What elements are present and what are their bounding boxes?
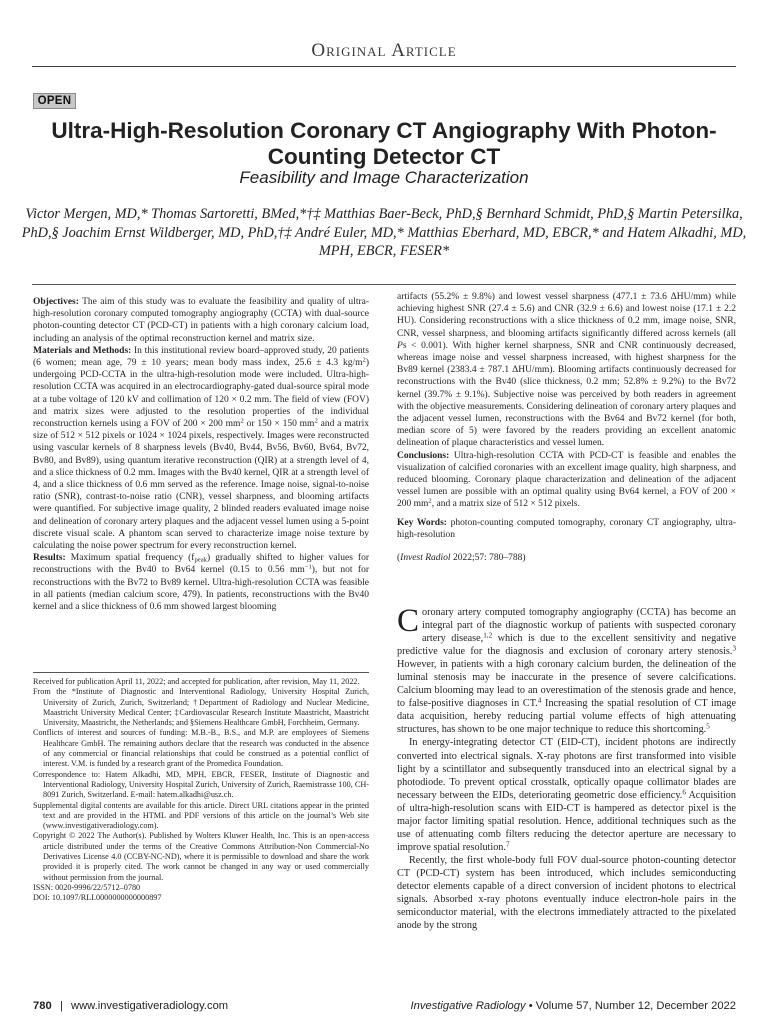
body-paragraph: Recently, the first whole-body full FOV dual-source photon-counting detector CT (PCD-CT) system has been introduced, which includes semiconducting detector elements capable of a direct conversion of incident photons to electrical signals. Absorbed x-ray photons eventually induce electron-hole pairs in the semiconductor material, with the electrons immediately attracted to the pixelated anode by the strong — [397, 854, 736, 932]
body-text — [397, 603, 737, 932]
abstract-objectives: Objectives: The aim of this study was to evaluate the feasibility and quality of ultra-high-resolution coronary computed tomography angiography (CCTA) with dual-source photon-counting detector CT (PCD-CT) in patients with a high coronary calcium load, including an analysis of the optimal reconstruction kernel and matrix size. — [33, 297, 369, 344]
footnote-conflicts: Conflicts of interest and sources of funding: M.B.-B., B.S., and M.P. are employees of Siemens Healthcare GmbH. The remaining authors declare that the research was conducted in the absence of any commercial or financial relationships that could be construed as a potential conflict of interest. V.M. is funded by a research grant of the Promedica Foundation. — [33, 728, 369, 769]
abstract-right-column — [397, 291, 736, 564]
journal-website-link[interactable]: www.investigativeradiology.com — [71, 1000, 229, 1012]
footnote-affiliations: From the *Institute of Diagnostic and Interventional Radiology, University Hospital Zurich, University of Zurich, Zurich, Switzerland; †Department of Radiology and Nuclear Medicine, Maastricht University Medical Center; ‡Cardiovascular Research Institute Maastricht, Maastricht University, Maastricht, the Netherlands; and §Siemens Healthcare GmbH, Forchheim, Germany. — [33, 687, 369, 728]
footnote-correspondence: Correspondence to: Hatem Alkadhi, MD, MPH, EBCR, FESER, Institute of Diagnostic and Interventional Radiology, University Hospital Zurich, University of Zurich, Raemistrasse 100, CH-8091 Zurich, Switzerland. E-mail: hatem.alkadhi@usz.ch. — [33, 769, 369, 800]
author-list: Victor Mergen, MD,* Thomas Sartoretti, BMed,*†‡ Matthias Baer-Beck, PhD,§ Bernhard Schmidt, PhD,§ Martin Petersilka, PhD,§ Joachim Ernst Wildberger, MD, PhD,†‡ André Euler, MD,* Matthias Eberhard, MD, EBCR,* and Hatem Alkadhi, MD, MPH, EBCR, FESER* — [21, 206, 747, 259]
footnote-supplemental: Supplemental digital contents are available for this article. Direct URL citations appear in the printed text and are provided in the HTML and PDF versions of this article on the journal’s Web site (www.investigativeradiology.com). — [33, 800, 369, 831]
footer-separator: | — [60, 1000, 63, 1012]
section-heading: Original Article — [311, 40, 457, 61]
abstract-conclusions: Conclusions: Ultra-high-resolution CCTA with PCD-CT is feasible and enables the visualization of calcified coronaries with an excellent image quality, high sharpness, and reduced blooming. Coronary plaque characterization and delineation of the adjacent vessel lumen are possible with an optimal quality using Bv64 kernel, a FOV of 200 × 200 $mm^2$, and a matrix size of 512 × 512 pixels. — [397, 450, 736, 510]
intro-paragraph — [397, 603, 737, 736]
footnotes — [33, 677, 369, 904]
abstract-top-rule — [32, 284, 736, 285]
footnote-received: Received for publication April 11, 2022; and accepted for publication, after revision, May 11, 2022. — [33, 677, 360, 686]
abstract-methods: Materials and Methods: In this institutional review board–approved study, 20 patients (6 women; mean age, 79 ± 10 years; mean body mass index, 25.6 ± 4.3 $kg/m^2$) undergoing PCD-CCTA in the ultra-high-resolution mode were included. Ultra-high-resolution CCTA was acquired in an electrocardiography-gated dual-source spiral mode at a tube voltage of 120 kV and collimation of 120 × 0.2 mm. The field of view (FOV) and matrix sizes were adjusted to the resolution properties of the individual reconstruction kernels using a FOV of 200 × 200 $mm^2$ or 150 × 150 $mm^2$ and a matrix size of 512 × 512 pixels or 1024 × 1024 pixels, respectively. Images were reconstructed using vascular kernels of 8 sharpness levels (Bv40, Bv44, Bv56, Bv60, Bv64, Bv72, Bv80, and Bv89), using quantum iterative reconstruction (QIR) at a strength level of 4, and a slice thickness of 0.2 mm. Images with the Bv40 kernel, QIR at a strength level of 4, and a slice thickness of 0.6 mm served as the reference. Image noise, signal-to-noise ratio (SNR), contrast-to-noise ratio (CNR), vessel sharpness, and blooming artifacts were quantified. For subjective image quality, 2 blinded readers evaluated image noise and delineation of coronary artery plaques and the adjacent vessel lumen using a 5-point discrete visual scale. A phantom scan served to characterize image noise texture by calculating the noise power spectrum for every reconstruction kernel. — [33, 345, 369, 552]
journal-citation: (Invest Radiol 2022;57: 780–788) — [397, 553, 526, 564]
abstract-results-continued: artifacts (55.2% ± 9.8%) and lowest vessel sharpness (477.1 ± 73.6 ΔHU/mm) while achieving highest SNR (27.4 ± 5.6) and CNR (32.9 ± 6.6) and lowest noise (17.1 ± 2.2 HU). Considering reconstructions with a slice thickness of 0.2 mm, image noise, SNR, CNR, vessel sharpness, and blooming artifacts significantly differed across kernels (all Ps < 0.001). With higher kernel sharpness, SNR and CNR continuously decreased, whereas image noise and vessel sharpness increased, with highest sharpness for the Bv89 kernel (2383.4 ± 787.1 ΔHU/mm). Blooming artifacts continuously decreased for reconstructions with the Bv40 (slice thickness, 0.2 mm; 52.8% ± 9.2%) to the Bv72 kernel (39.7% ± 9.1%). Subjective noise was perceived by both readers in agreement with the objective measurements. Considering delineation of coronary artery plaques and the adjacent vessel lumen, reconstructions with the Bv64 and Bv72 kernel (for both, median score of 5) were favored by the readers providing an excellent anatomic delineation of plaque characteristics and vessel lumen. — [397, 292, 736, 449]
page-footer — [33, 1000, 736, 1016]
page-number: 780 — [33, 1000, 52, 1012]
article-subtitle: Feasibility and Image Characterization — [239, 168, 529, 187]
open-access-badge: OPEN — [33, 93, 76, 109]
header-rule — [32, 66, 736, 67]
keywords: Key Words: photon-counting computed tomography, coronary CT angiography, ultra-high-resolution — [397, 517, 736, 540]
intro-paragraph-text: oronary artery computed tomography angiography (CCTA) has become an integral part of the diagnostic workup of patients with suspected coronary artery disease,$^{1,2}$ which is due to the excellent sensitivity and negative predictive value for the diagnosis and exclusion of coronary artery stenosis.$^3$ However, in patients with a high coronary calcium burden, the delineation of the luminal stenosis may be inaccurate in the presence of severe calcifications. Calcium blooming may lead to an overestimation of the stenosis grade and hence, to false-positive diagnoses in CT.$^4$ Increasing the spatial resolution of CT image data acquisition, hereby reducing partial volume effects of high attenuating structures, has shown to be one major technique to reduce this shortcoming.$^5$ — [397, 607, 737, 736]
abstract-left-column — [33, 296, 369, 613]
footnote-issn: ISSN: 0020-9996/22/5712–0780 — [33, 882, 141, 892]
footnote-copyright: Copyright © 2022 The Author(s). Published by Wolters Kluwer Health, Inc. This is an open-access article distributed under the terms of the Creative Commons Attribution-Non Commercial-No Derivatives License 4.0 (CCBY-NC-ND), where it is permissible to download and share the work provided it is properly cited. The work cannot be changed in any way or used commercially without permission from the journal. — [33, 831, 369, 882]
footnote-doi: DOI: 10.1097/RLI.0000000000000897 — [33, 893, 162, 903]
journal-info — [411, 1000, 736, 1012]
journal-issue: • Volume 57, Number 12, December 2022 — [525, 1000, 736, 1012]
abstract-results: Results: Maximum spatial frequency $(f_{peak})$ gradually shifted to higher values for reconstructions with the Bv40 to Bv64 kernel (0.15 to 0.56 $mm^{-1}$), but not for reconstructions with the Bv72 to Bv89 kernel. Ultra-high-resolution CCTA was feasible in all patients (median calcium score, 479). In patients, reconstructions with the Bv40 kernel and a slice thickness of 0.6 mm showed largest blooming — [33, 553, 369, 613]
journal-name: Investigative Radiology — [410, 1000, 526, 1012]
body-paragraph: In energy-integrating detector CT (EID-CT), incident photons are indirectly converted into electrical signals. X-ray photons are first transformed into visible light by a scintillator and subsequently transduced into an electrical signal by a photodiode. To prevent optical crosstalk, optically opaque collimator blades are necessary between the EIDs, deteriorating geometric dose efficiency.$^6$ Acquisition of ultra-high-resolution scans with EID-CT is hampered as detector pixel is the major factor limiting spatial resolution. Hence, additional techniques such as the use of attenuating comb filters reducing the detector aperture are necessary to improve spatial resolution.$^7$ — [397, 737, 736, 853]
drop-cap: C — [397, 603, 420, 639]
article-title: Ultra-High-Resolution Coronary CT Angiography With Photon-Counting Detector CT — [51, 118, 717, 169]
footnote-rule — [33, 672, 369, 673]
